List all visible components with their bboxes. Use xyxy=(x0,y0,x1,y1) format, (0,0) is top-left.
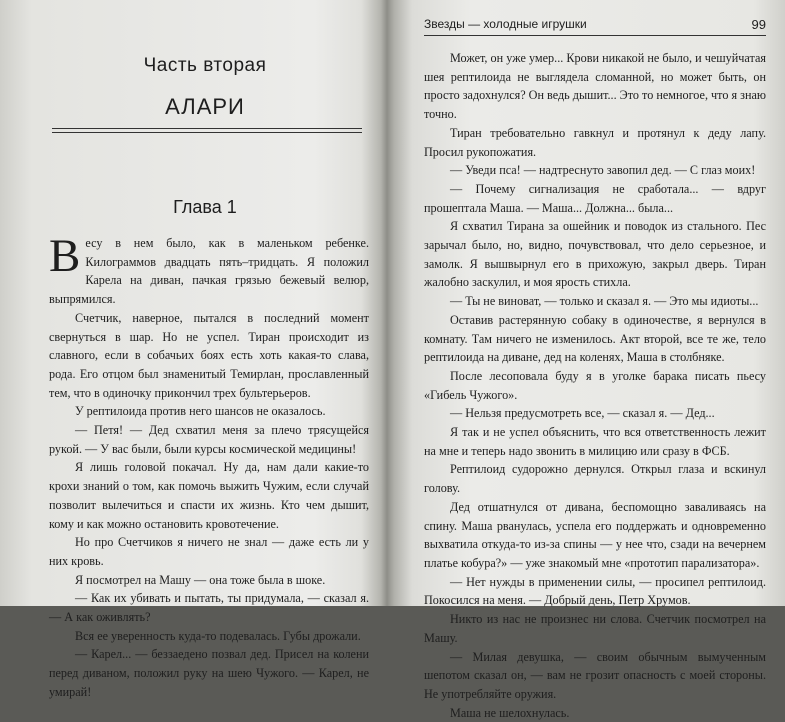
paragraph: Оставив растерянную собаку в одиночестве, я вернулся в комнату. Там ничего не изменилось. Акт второй, все те же, тело рептилоида на диване, дед на коленях, Маша в столбняке. xyxy=(424,312,766,365)
part-title: Часть вторая xyxy=(143,55,267,76)
paragraph: Весу в нем было, как в маленьком ребенке. Килограммов двадцать пять–тридцать. Я положил Карела на диван, пачкая грязью бежевый велюр, выпрямился. xyxy=(49,230,369,307)
paragraph: Я лишь головой покачал. Ну да, нам дали какие-то крохи знаний о том, как помочь выжить Чужим, если случай позволит вылечиться и спасти их жизнь. Кто чем дышит, кому и как можно остановить кровотечение. xyxy=(49,460,369,531)
paragraph: Маша не шелохнулась. xyxy=(450,705,570,720)
paragraph: У рептилоида против него шансов не оказалось. xyxy=(75,404,326,419)
paragraph: Я схватил Тирана за ошейник и поводок из стального. Пес зарычал было, но, видно, почувствовал, что дело серьезное, и замолк. Я вышвырнул его в прихожую, закрыл дверь. Тиран жалобно заскулил, и моя ярость стихла. xyxy=(424,219,766,290)
paragraph: Я посмотрел на Машу — она тоже была в шоке. xyxy=(75,572,326,587)
right-page xyxy=(400,0,785,720)
paragraph: — Милая девушка, — своим обычным вымученным шепотом сказал он, — вам не грозит опасность с моей стороны. Не употребляйте оружия. xyxy=(424,649,766,701)
title-rule-bottom xyxy=(52,132,362,133)
paragraph: — Карел... — беззаедено позвал дед. Присел на колени перед диваном, положил руку на шею Чужого. — Карел, не умирай! xyxy=(49,647,369,699)
title-rule-top xyxy=(52,128,362,129)
paragraph: Дед отшатнулся от дивана, беспомощно заваливаясь на спину. Маша рванулась, успела его поддержать и одновременно выхватила откуда-то из-за спины — у нее что, сзади на вечернем платье кобура?» — уже знакомый мне «прототип парализатора». xyxy=(424,499,766,570)
paragraph: Вся ее уверенность куда-то подевалась. Губы дрожали. xyxy=(75,628,361,643)
paragraph: — Как их убивать и пытать, ты придумала, — сказал я. — А как оживлять? xyxy=(49,591,369,625)
paragraph: Рептилоид судорожно дернулся. Открыл глаза и вскинул голову. xyxy=(424,462,766,496)
paragraph: Никто из нас не произнес ни слова. Счетчик посмотрел на Машу. xyxy=(424,612,766,645)
paragraph: После лесоповала буду я в уголке барака писать пьесу «Гибель Чужого». xyxy=(424,368,766,402)
paragraph: — Петя! — Дед схватил меня за плечо трясущейся рукой. — У вас были, были курсы космической медицины! xyxy=(49,423,369,456)
paragraph: — Уведи пса! — надтреснуто завопил дед. — С глаз моих! xyxy=(450,163,756,178)
paragraph: — Ты не виноват, — только и сказал я. — Это мы идиоты... xyxy=(450,294,759,309)
paragraph: Счетчик, наверное, пытался в последний момент свернуться в шар. Но не успел. Тиран происходит из славного, если в собачьих боях есть хоть какая-то слава, рода. Его отцом был знаменитый Темирлан, прославленный тем, что в одиночку прикончил трех бультерьеров. xyxy=(49,310,369,400)
chapter-title: Глава 1 xyxy=(173,197,237,217)
paragraph: Но про Счетчиков я ничего не знал — даже есть ли у них кровь. xyxy=(49,535,369,568)
paragraph: Тиран требовательно гавкнул и протянул к деду лапу. Просил рукопожатия. xyxy=(424,125,766,159)
paragraph: Может, он уже умер... Крови никакой не было, и чешуйчатая шея рептилоида не выглядела сломанной, но может быть, он просто задохнулся? Он ведь дышит... Это то немногое, что я знаю точно. xyxy=(424,51,766,122)
header-rule xyxy=(424,35,766,36)
page-number: 99 xyxy=(751,17,766,32)
paragraph: — Нет нужды в применении силы, — просипел рептилоид. Покосился на меня. — Добрый день, Петр Хрумов. xyxy=(424,574,766,608)
paragraph: — Почему сигнализация не сработала... — вдруг прошептала Маша. — Маша... Должна... была... xyxy=(424,181,766,215)
section-title: АЛАРИ xyxy=(165,94,245,119)
drop-cap: В xyxy=(49,230,81,282)
left-body-text xyxy=(49,230,369,702)
paragraph: — Нельзя предусмотреть все, — сказал я. — Дед... xyxy=(450,406,715,421)
left-page xyxy=(0,0,386,699)
right-body-text xyxy=(424,49,766,722)
running-head-title: Звезды — холодные игрушки xyxy=(424,17,587,31)
paragraph: Я так и не успел объяснить, что вся ответственность лежит на мне и теперь надо звонить в милицию или сразу в ФСБ. xyxy=(424,425,766,458)
